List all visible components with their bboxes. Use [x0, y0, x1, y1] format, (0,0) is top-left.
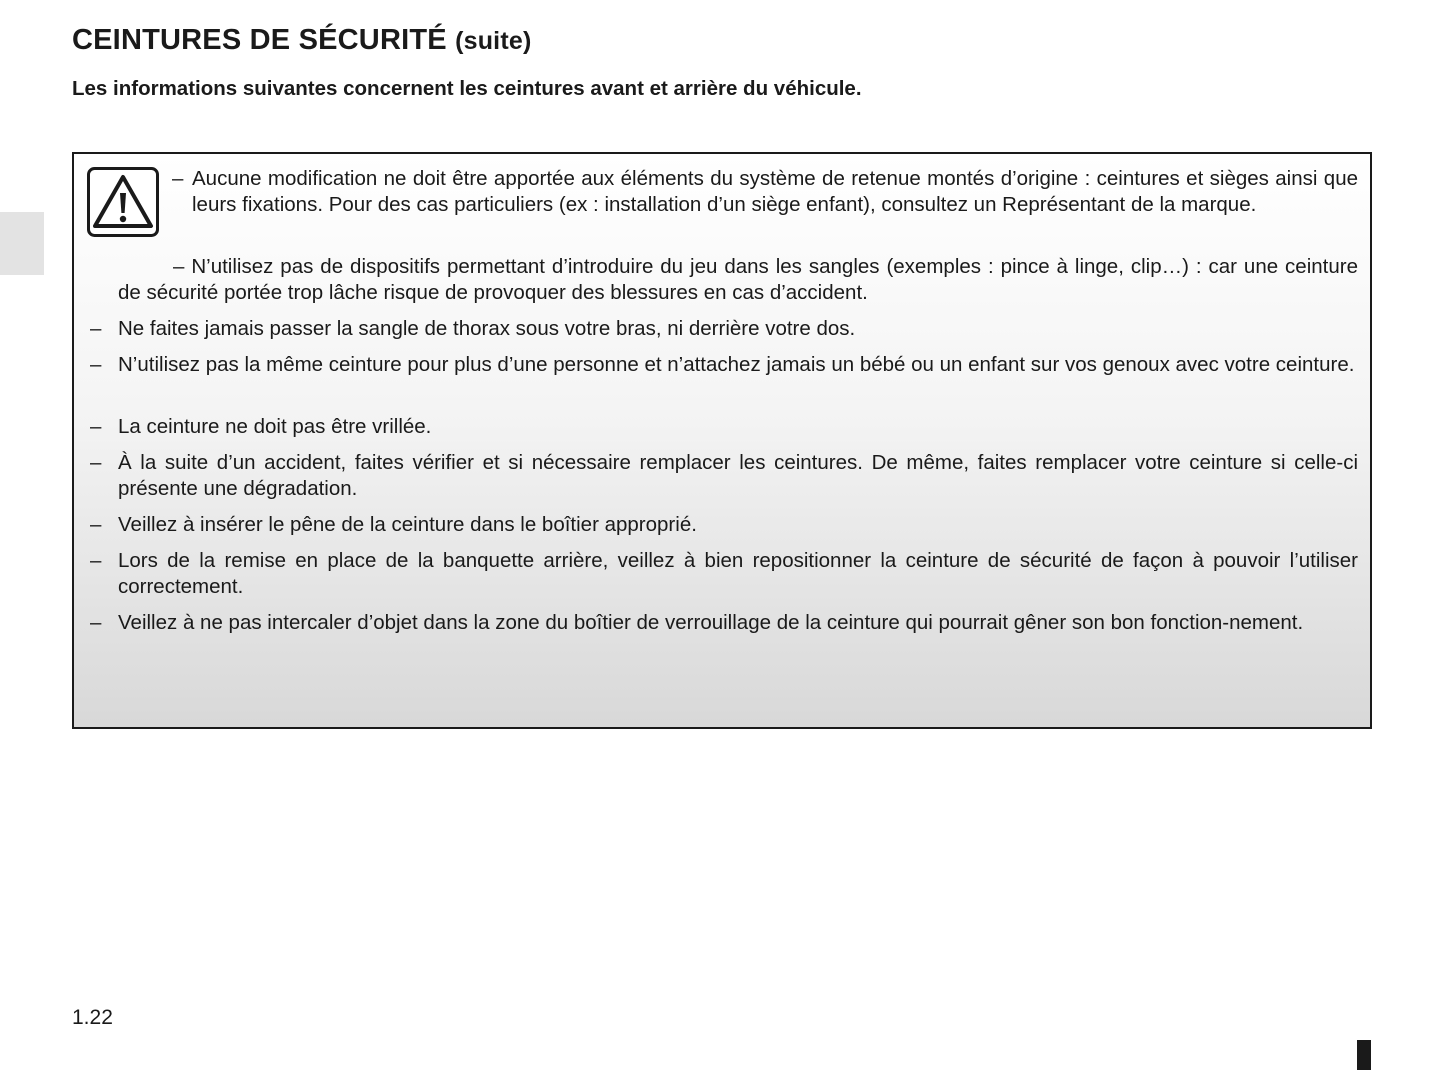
list-item: – Veillez à ne pas intercaler d’objet dans la zone du boîtier de verrouillage de la ceinture qui pourrait gêner son bon fonction-nement.: [90, 611, 1304, 634]
dash: –: [172, 167, 184, 190]
list-item: – Lors de la remise en place de la banquette arrière, veillez à bien repositionner la ceinture de sécurité de façon à pouvoir l’utiliser correctement.: [90, 549, 1358, 598]
list-item: – La ceinture ne doit pas être vrillée.: [90, 415, 432, 438]
corner-mark: [1357, 1040, 1371, 1070]
list-item: – Ne faites jamais passer la sangle de thorax sous votre bras, ni derrière votre dos.: [90, 317, 856, 340]
list-item: – Veillez à insérer le pêne de la ceinture dans le boîtier approprié.: [90, 513, 697, 536]
intro-text: Les informations suivantes concernent les ceintures avant et arrière du véhicule.: [72, 77, 862, 100]
page-title-suffix: (suite): [455, 27, 532, 55]
warning-paragraph: – Aucune modification ne doit être apportée aux éléments du système de retenue montés d’origine : ceintures et sièges ainsi que leurs fixations. Pour des cas particuliers (ex : installation d’un siège enfant), consultez un Représentant de la marque.: [172, 167, 1358, 216]
warning-triangle-icon: [87, 167, 159, 237]
warning-paragraph: – N’utilisez pas de dispositifs permettant d’introduire du jeu dans les sangles (exemples : pince à linge, clip…) : car une ceinture de sécurité portée trop lâche risque de provoquer des blessures en cas d’accident.: [118, 255, 1358, 304]
warning-box: [72, 152, 1372, 729]
page-title: [72, 22, 531, 59]
list-item: – À la suite d’un accident, faites vérifier et si nécessaire remplacer les ceintures. De même, faites remplacer votre ceinture si celle-ci présente une dégradation.: [90, 451, 1358, 500]
page-number: 1.22: [72, 1006, 113, 1029]
page-title-main: CEINTURES DE SÉCURITÉ: [72, 24, 447, 56]
list-item: – N’utilisez pas la même ceinture pour plus d’une personne et n’attachez jamais un bébé ou un enfant sur vos genoux avec votre ceinture.: [90, 353, 1355, 376]
chapter-tab: [0, 212, 44, 275]
